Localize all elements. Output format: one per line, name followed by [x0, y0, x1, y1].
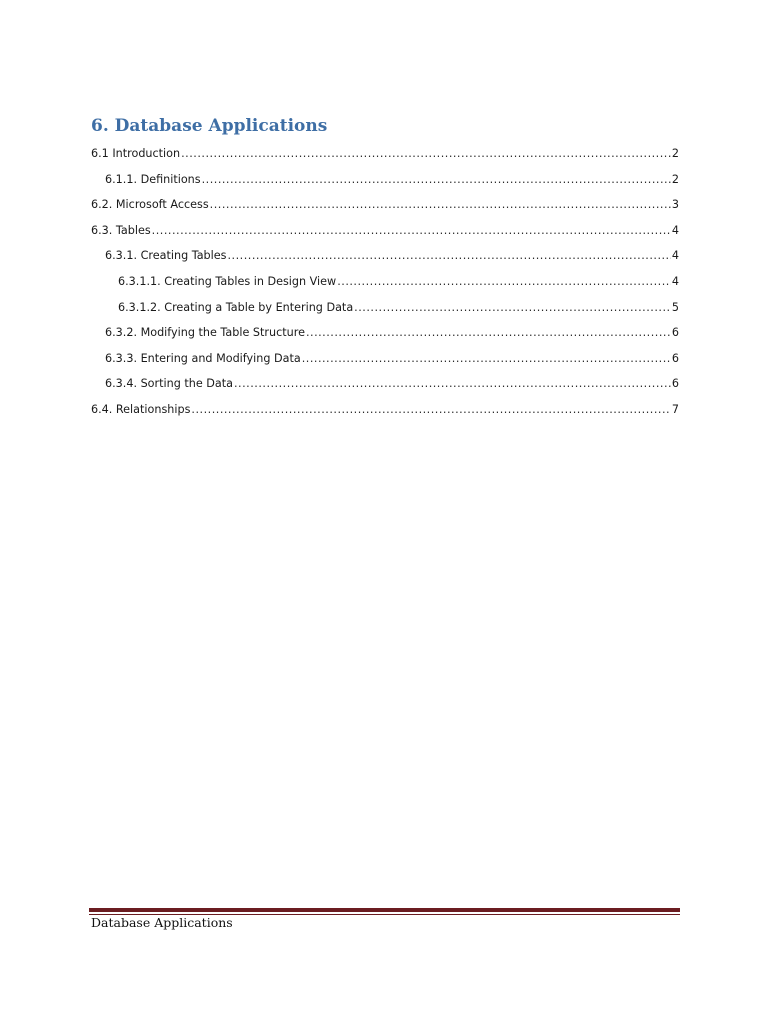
toc-entry-label: 6.3.1. Creating Tables	[105, 249, 227, 263]
toc-page-number: 6	[671, 351, 679, 365]
toc-page-number: 4	[671, 223, 679, 237]
toc-entry-definitions[interactable]	[91, 167, 679, 193]
toc-entry-label: 6.3.1.2. Creating a Table by Entering Data	[118, 300, 354, 314]
toc-entry-label: 6.1.1. Definitions	[105, 172, 201, 186]
toc-entry-label: 6.3. Tables	[91, 223, 151, 237]
toc-page-number: 4	[671, 249, 679, 263]
toc-entry-tables[interactable]	[91, 218, 679, 244]
toc-page-number: 6	[671, 377, 679, 391]
toc-page-number: 4	[671, 274, 679, 288]
toc-entry-entering-data[interactable]	[91, 295, 679, 321]
toc-entry-introduction[interactable]	[91, 141, 679, 167]
toc-page-number: 2	[671, 172, 679, 186]
toc-page-number: 5	[671, 300, 679, 314]
toc-entry-entering-modifying-data[interactable]	[91, 346, 679, 372]
toc-dot-leader	[234, 371, 671, 397]
toc-title: 6. Database Applications	[91, 116, 328, 136]
toc-entry-design-view[interactable]	[91, 269, 679, 295]
footer-title: Database Applications	[91, 915, 233, 930]
footer-divider-thick-line	[89, 908, 680, 912]
toc-entry-label: 6.2. Microsoft Access	[91, 198, 209, 212]
toc-entry-relationships[interactable]	[91, 397, 679, 423]
toc-dot-leader	[302, 346, 671, 372]
toc-page-number: 3	[671, 198, 679, 212]
toc-entry-microsoft-access[interactable]	[91, 192, 679, 218]
toc-dot-leader	[152, 218, 671, 244]
toc-dot-leader	[191, 397, 670, 423]
toc-dot-leader	[227, 243, 670, 269]
toc-dot-leader	[210, 192, 671, 218]
toc-entry-label: 6.3.1.1. Creating Tables in Design View	[118, 274, 337, 288]
toc-page-number: 7	[671, 402, 679, 416]
table-of-contents	[91, 141, 679, 423]
toc-entry-modifying-structure[interactable]	[91, 320, 679, 346]
toc-dot-leader	[181, 141, 671, 167]
toc-entry-creating-tables[interactable]	[91, 243, 679, 269]
toc-entry-label: 6.1 Introduction	[91, 147, 181, 160]
toc-entry-label: 6.3.4. Sorting the Data	[105, 377, 233, 391]
toc-dot-leader	[202, 167, 671, 193]
toc-entry-label: 6.3.3. Entering and Modifying Data	[105, 351, 301, 365]
toc-page-number: 6	[671, 326, 679, 340]
toc-dot-leader	[306, 320, 671, 346]
toc-entry-label: 6.3.2. Modifying the Table Structure	[105, 326, 305, 340]
toc-entry-label: 6.4. Relationships	[91, 402, 191, 416]
toc-dot-leader	[354, 295, 671, 321]
toc-dot-leader	[337, 269, 671, 295]
toc-entry-sorting-data[interactable]	[91, 371, 679, 397]
toc-page-number: 2	[671, 147, 679, 160]
